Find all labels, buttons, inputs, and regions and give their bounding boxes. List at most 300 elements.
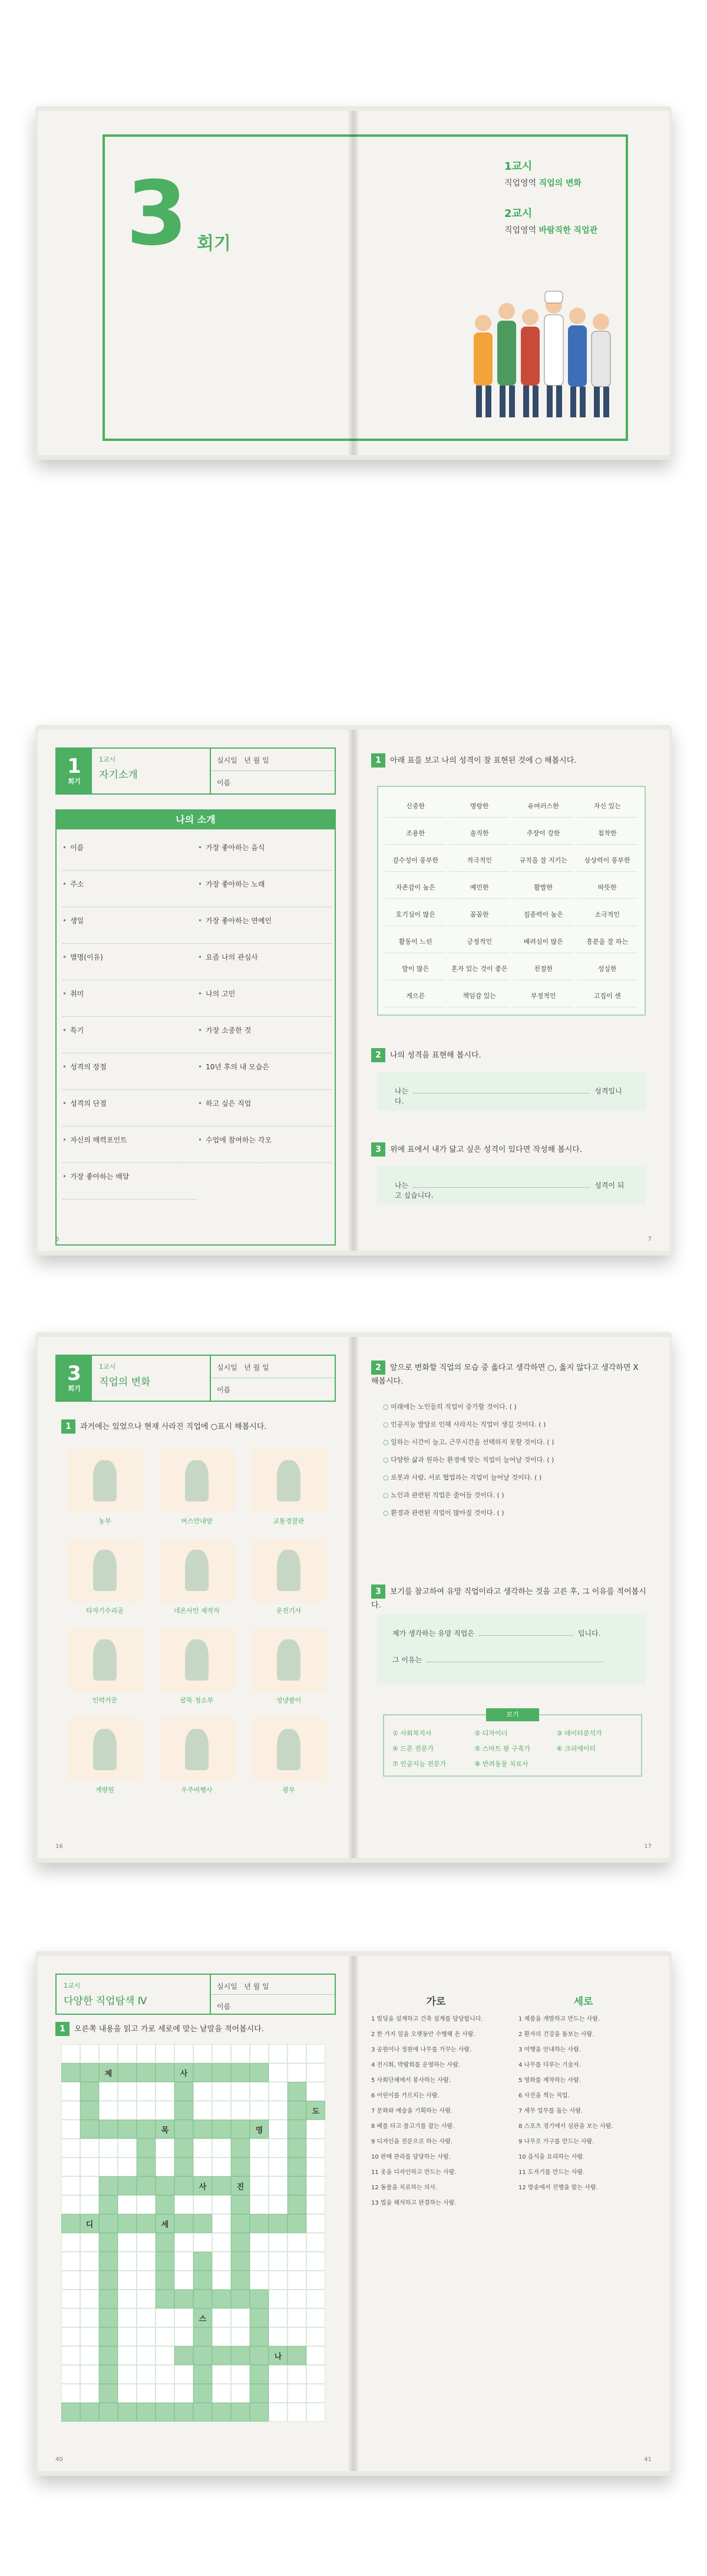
crossword-cell[interactable] [137, 2365, 156, 2384]
crossword-cell[interactable] [99, 2101, 118, 2120]
crossword-cell[interactable] [61, 2290, 80, 2308]
personality-word[interactable]: 활동이 느린 [385, 930, 446, 953]
crossword-cell[interactable] [99, 2327, 118, 2346]
personality-word[interactable]: 소극적인 [577, 902, 638, 926]
crossword-cell[interactable] [99, 2044, 118, 2063]
crossword-grid[interactable] [61, 2044, 325, 2422]
crossword-cell[interactable] [250, 2233, 269, 2252]
crossword-cell[interactable]: 디 [80, 2214, 99, 2233]
crossword-cell[interactable] [193, 2157, 212, 2176]
crossword-cell[interactable] [118, 2233, 137, 2252]
crossword-cell[interactable] [80, 2082, 99, 2101]
crossword-cell[interactable] [288, 2120, 306, 2139]
crossword-cell[interactable] [193, 2403, 212, 2422]
crossword-cell[interactable] [118, 2044, 137, 2063]
crossword-cell[interactable] [137, 2271, 156, 2290]
job-card[interactable] [251, 1449, 326, 1526]
crossword-cell[interactable] [269, 2195, 288, 2214]
crossword-cell[interactable]: 스 [193, 2308, 212, 2327]
crossword-cell[interactable] [231, 2346, 250, 2365]
crossword-cell[interactable] [250, 2044, 269, 2063]
job-card[interactable] [67, 1449, 143, 1526]
crossword-cell[interactable] [306, 2252, 325, 2271]
crossword-cell[interactable] [250, 2365, 269, 2384]
personality-word[interactable]: 집중력이 높은 [513, 902, 574, 926]
crossword-cell[interactable] [118, 2365, 137, 2384]
crossword-cell[interactable] [156, 2327, 174, 2346]
crossword-cell[interactable] [193, 2384, 212, 2403]
crossword-cell[interactable] [231, 2139, 250, 2157]
crossword-cell[interactable] [118, 2120, 137, 2139]
crossword-cell[interactable] [306, 2044, 325, 2063]
crossword-cell[interactable] [212, 2120, 231, 2139]
crossword-cell[interactable] [99, 2120, 118, 2139]
crossword-cell[interactable] [231, 2101, 250, 2120]
crossword-cell[interactable] [269, 2384, 288, 2403]
crossword-cell[interactable] [99, 2290, 118, 2308]
intro-field[interactable]: • 가장 좋아하는 노래 [198, 871, 332, 907]
crossword-cell[interactable] [174, 2384, 193, 2403]
personality-word[interactable]: 예민한 [450, 875, 510, 899]
crossword-cell[interactable] [193, 2139, 212, 2157]
crossword-cell[interactable] [118, 2195, 137, 2214]
crossword-cell[interactable] [193, 2346, 212, 2365]
crossword-cell[interactable] [80, 2308, 99, 2327]
crossword-cell[interactable] [193, 2063, 212, 2082]
job-card[interactable] [251, 1539, 326, 1615]
crossword-cell[interactable] [174, 2195, 193, 2214]
crossword-cell[interactable] [137, 2157, 156, 2176]
crossword-cell[interactable] [269, 2403, 288, 2422]
personality-word[interactable]: 적극적인 [450, 848, 510, 872]
crossword-cell[interactable] [306, 2157, 325, 2176]
crossword-cell[interactable] [156, 2233, 174, 2252]
crossword-cell[interactable] [212, 2384, 231, 2403]
crossword-cell[interactable] [137, 2384, 156, 2403]
crossword-cell[interactable] [250, 2157, 269, 2176]
crossword-cell[interactable] [231, 2403, 250, 2422]
crossword-cell[interactable] [231, 2327, 250, 2346]
crossword-cell[interactable] [118, 2157, 137, 2176]
crossword-cell[interactable] [231, 2195, 250, 2214]
crossword-cell[interactable] [80, 2403, 99, 2422]
crossword-cell[interactable] [306, 2290, 325, 2308]
personality-word[interactable]: 자신 있는 [577, 794, 638, 818]
crossword-cell[interactable] [212, 2327, 231, 2346]
crossword-cell[interactable] [306, 2120, 325, 2139]
statement-item[interactable]: ○ 미래에는 노인들의 직업이 증가할 것이다. ( ) [383, 1402, 642, 1419]
crossword-cell[interactable] [156, 2365, 174, 2384]
personality-word[interactable]: 침착한 [577, 821, 638, 845]
crossword-cell[interactable] [118, 2214, 137, 2233]
crossword-cell[interactable] [250, 2082, 269, 2101]
crossword-cell[interactable] [174, 2176, 193, 2195]
crossword-cell[interactable] [118, 2308, 137, 2327]
crossword-cell[interactable] [212, 2403, 231, 2422]
personality-word[interactable]: 감수성이 풍부한 [385, 848, 446, 872]
crossword-cell[interactable] [61, 2101, 80, 2120]
crossword-cell[interactable] [193, 2290, 212, 2308]
intro-field[interactable]: • 취미 [62, 980, 197, 1017]
crossword-cell[interactable] [61, 2139, 80, 2157]
personality-word[interactable]: 호기심이 많은 [385, 902, 446, 926]
crossword-cell[interactable] [118, 2290, 137, 2308]
crossword-cell[interactable] [306, 2214, 325, 2233]
crossword-cell[interactable] [61, 2403, 80, 2422]
crossword-cell[interactable] [306, 2195, 325, 2214]
answer-box-2[interactable] [377, 1072, 646, 1111]
crossword-cell[interactable] [156, 2252, 174, 2271]
job-card[interactable] [67, 1539, 143, 1615]
crossword-cell[interactable] [80, 2157, 99, 2176]
personality-word[interactable]: 고집이 센 [577, 984, 638, 1007]
crossword-cell[interactable] [212, 2139, 231, 2157]
crossword-cell[interactable] [306, 2327, 325, 2346]
crossword-cell[interactable] [306, 2139, 325, 2157]
crossword-cell[interactable] [193, 2252, 212, 2271]
crossword-cell[interactable] [80, 2233, 99, 2252]
crossword-cell[interactable] [250, 2346, 269, 2365]
crossword-cell[interactable] [174, 2403, 193, 2422]
crossword-cell[interactable] [156, 2101, 174, 2120]
crossword-cell[interactable] [288, 2195, 306, 2214]
intro-field[interactable]: • 가장 소중한 것 [198, 1017, 332, 1053]
crossword-cell[interactable] [269, 2327, 288, 2346]
crossword-cell[interactable]: 진 [231, 2176, 250, 2195]
crossword-cell[interactable] [250, 2101, 269, 2120]
crossword-cell[interactable] [99, 2365, 118, 2384]
personality-word[interactable]: 자존감이 높은 [385, 875, 446, 899]
intro-field[interactable]: • 특기 [62, 1017, 197, 1053]
personality-word[interactable]: 따뜻한 [577, 875, 638, 899]
crossword-cell[interactable] [80, 2271, 99, 2290]
crossword-cell[interactable] [118, 2346, 137, 2365]
crossword-cell[interactable] [306, 2233, 325, 2252]
crossword-cell[interactable] [269, 2101, 288, 2120]
crossword-cell[interactable] [80, 2252, 99, 2271]
crossword-cell[interactable] [80, 2176, 99, 2195]
crossword-cell[interactable] [306, 2308, 325, 2327]
crossword-cell[interactable] [193, 2365, 212, 2384]
crossword-cell[interactable] [250, 2327, 269, 2346]
job-card[interactable] [251, 1718, 326, 1794]
personality-word[interactable]: 상상력이 풍부한 [577, 848, 638, 872]
crossword-cell[interactable] [137, 2063, 156, 2082]
crossword-cell[interactable] [99, 2195, 118, 2214]
crossword-cell[interactable] [193, 2044, 212, 2063]
crossword-cell[interactable] [288, 2101, 306, 2120]
crossword-cell[interactable] [288, 2063, 306, 2082]
crossword-cell[interactable] [269, 2176, 288, 2195]
crossword-cell[interactable] [80, 2063, 99, 2082]
crossword-cell[interactable] [269, 2271, 288, 2290]
crossword-cell[interactable] [80, 2120, 99, 2139]
crossword-cell[interactable] [250, 2252, 269, 2271]
statement-item[interactable]: ○ 인공지능 발달로 인해 사라지는 직업이 생길 것이다. ( ) [383, 1419, 642, 1437]
crossword-cell[interactable] [174, 2271, 193, 2290]
personality-word[interactable]: 성실한 [577, 957, 638, 980]
crossword-cell[interactable] [137, 2195, 156, 2214]
crossword-cell[interactable] [137, 2139, 156, 2157]
crossword-cell[interactable] [99, 2252, 118, 2271]
crossword-cell[interactable] [174, 2101, 193, 2120]
crossword-cell[interactable] [118, 2403, 137, 2422]
crossword-cell[interactable] [174, 2044, 193, 2063]
crossword-cell[interactable] [174, 2252, 193, 2271]
crossword-cell[interactable] [156, 2403, 174, 2422]
personality-word[interactable]: 게으른 [385, 984, 446, 1007]
crossword-cell[interactable] [231, 2157, 250, 2176]
intro-field[interactable]: • 하고 싶은 직업 [198, 1090, 332, 1126]
crossword-cell[interactable] [250, 2384, 269, 2403]
crossword-cell[interactable] [137, 2082, 156, 2101]
crossword-cell[interactable] [193, 2082, 212, 2101]
crossword-cell[interactable] [156, 2290, 174, 2308]
crossword-cell[interactable] [288, 2271, 306, 2290]
crossword-cell[interactable] [269, 2252, 288, 2271]
crossword-cell[interactable] [288, 2233, 306, 2252]
crossword-cell[interactable] [174, 2365, 193, 2384]
crossword-cell[interactable] [306, 2082, 325, 2101]
crossword-cell[interactable] [231, 2365, 250, 2384]
crossword-cell[interactable] [61, 2195, 80, 2214]
crossword-cell[interactable] [99, 2214, 118, 2233]
crossword-cell[interactable] [269, 2365, 288, 2384]
personality-word[interactable]: 유머러스한 [513, 794, 574, 818]
date-fields[interactable]: 년 월 일 [244, 756, 269, 765]
crossword-cell[interactable] [118, 2176, 137, 2195]
crossword-cell[interactable] [137, 2252, 156, 2271]
crossword-cell[interactable] [61, 2157, 80, 2176]
crossword-cell[interactable] [231, 2044, 250, 2063]
crossword-cell[interactable] [174, 2214, 193, 2233]
crossword-cell[interactable] [269, 2063, 288, 2082]
crossword-cell[interactable] [212, 2233, 231, 2252]
crossword-cell[interactable] [174, 2157, 193, 2176]
job-card[interactable] [67, 1628, 143, 1705]
crossword-cell[interactable] [174, 2233, 193, 2252]
crossword-cell[interactable] [250, 2271, 269, 2290]
personality-word[interactable]: 혼자 있는 것이 좋은 [450, 957, 510, 980]
crossword-cell[interactable] [61, 2346, 80, 2365]
crossword-cell[interactable] [250, 2290, 269, 2308]
crossword-cell[interactable] [269, 2214, 288, 2233]
intro-field[interactable]: • 수업에 참여하는 각오 [198, 1126, 332, 1163]
intro-field[interactable]: • 가장 좋아하는 배달 [62, 1163, 197, 1200]
statement-item[interactable]: ○ 일하는 시간이 늘고, 근무시간을 선택하지 못할 것이다. ( ) [383, 1437, 642, 1455]
crossword-cell[interactable] [212, 2157, 231, 2176]
crossword-cell[interactable] [99, 2139, 118, 2157]
crossword-cell[interactable] [61, 2120, 80, 2139]
crossword-cell[interactable] [231, 2271, 250, 2290]
crossword-cell[interactable] [137, 2308, 156, 2327]
crossword-cell[interactable] [61, 2365, 80, 2384]
crossword-cell[interactable] [99, 2308, 118, 2327]
crossword-cell[interactable] [118, 2271, 137, 2290]
crossword-cell[interactable] [231, 2214, 250, 2233]
personality-word[interactable]: 긍정적인 [450, 930, 510, 953]
crossword-cell[interactable] [250, 2195, 269, 2214]
crossword-cell[interactable] [61, 2082, 80, 2101]
crossword-cell[interactable] [156, 2044, 174, 2063]
crossword-cell[interactable] [99, 2157, 118, 2176]
crossword-cell[interactable] [288, 2384, 306, 2403]
statement-item[interactable]: ○ 다양한 삶과 원하는 환경에 맞는 직업이 늘어날 것이다. ( ) [383, 1455, 642, 1473]
job-card[interactable] [251, 1628, 326, 1705]
crossword-cell[interactable] [288, 2252, 306, 2271]
crossword-cell[interactable] [61, 2327, 80, 2346]
crossword-cell[interactable] [212, 2252, 231, 2271]
crossword-cell[interactable] [137, 2214, 156, 2233]
crossword-cell[interactable] [288, 2176, 306, 2195]
crossword-cell[interactable] [231, 2233, 250, 2252]
crossword-cell[interactable] [288, 2157, 306, 2176]
crossword-cell[interactable] [212, 2176, 231, 2195]
crossword-cell[interactable] [306, 2176, 325, 2195]
crossword-cell[interactable] [231, 2384, 250, 2403]
statement-item[interactable]: ○ 환경과 관련된 직업이 많아질 것이다. ( ) [383, 1508, 642, 1526]
crossword-cell[interactable] [269, 2290, 288, 2308]
crossword-cell[interactable] [118, 2139, 137, 2157]
crossword-cell[interactable] [288, 2403, 306, 2422]
crossword-cell[interactable] [118, 2082, 137, 2101]
crossword-cell[interactable]: 영 [250, 2120, 269, 2139]
personality-word[interactable]: 말이 많은 [385, 957, 446, 980]
crossword-cell[interactable] [193, 2233, 212, 2252]
crossword-cell[interactable] [288, 2327, 306, 2346]
crossword-cell[interactable] [99, 2176, 118, 2195]
job-card[interactable] [67, 1718, 143, 1794]
crossword-cell[interactable] [306, 2063, 325, 2082]
crossword-cell[interactable] [250, 2403, 269, 2422]
crossword-cell[interactable] [156, 2308, 174, 2327]
crossword-cell[interactable] [250, 2063, 269, 2082]
crossword-cell[interactable] [156, 2271, 174, 2290]
crossword-cell[interactable] [212, 2365, 231, 2384]
crossword-cell[interactable] [80, 2384, 99, 2403]
crossword-cell[interactable] [174, 2346, 193, 2365]
answer-box-3[interactable] [377, 1614, 646, 1685]
personality-word[interactable]: 친절한 [513, 957, 574, 980]
crossword-cell[interactable] [174, 2290, 193, 2308]
crossword-cell[interactable]: 도 [306, 2101, 325, 2120]
crossword-cell[interactable] [231, 2120, 250, 2139]
crossword-cell[interactable] [288, 2346, 306, 2365]
crossword-cell[interactable] [269, 2139, 288, 2157]
intro-field[interactable]: • 생일 [62, 907, 197, 944]
crossword-cell[interactable] [193, 2195, 212, 2214]
personality-word[interactable]: 주장이 강한 [513, 821, 574, 845]
job-card[interactable] [159, 1628, 234, 1705]
crossword-cell[interactable] [174, 2308, 193, 2327]
crossword-cell[interactable] [288, 2214, 306, 2233]
crossword-cell[interactable] [288, 2082, 306, 2101]
crossword-cell[interactable] [156, 2384, 174, 2403]
intro-field[interactable]: • 성격의 단점 [62, 1090, 197, 1126]
crossword-cell[interactable] [269, 2157, 288, 2176]
answer-box-3[interactable] [377, 1166, 646, 1205]
crossword-cell[interactable] [61, 2044, 80, 2063]
crossword-cell[interactable] [212, 2290, 231, 2308]
crossword-cell[interactable] [288, 2044, 306, 2063]
crossword-cell[interactable]: 사 [193, 2176, 212, 2195]
personality-word[interactable]: 조용한 [385, 821, 446, 845]
crossword-cell[interactable] [193, 2271, 212, 2290]
crossword-cell[interactable] [231, 2082, 250, 2101]
crossword-cell[interactable] [288, 2365, 306, 2384]
crossword-cell[interactable] [118, 2384, 137, 2403]
crossword-cell[interactable] [137, 2290, 156, 2308]
crossword-cell[interactable] [61, 2308, 80, 2327]
crossword-cell[interactable] [269, 2120, 288, 2139]
crossword-cell[interactable] [288, 2139, 306, 2157]
crossword-cell[interactable] [61, 2271, 80, 2290]
crossword-cell[interactable] [306, 2365, 325, 2384]
personality-word[interactable]: 솔직한 [450, 821, 510, 845]
crossword-cell[interactable] [61, 2384, 80, 2403]
crossword-cell[interactable] [99, 2403, 118, 2422]
crossword-cell[interactable]: 세 [156, 2214, 174, 2233]
crossword-cell[interactable] [269, 2044, 288, 2063]
intro-field[interactable]: • 성격의 장점 [62, 1053, 197, 1090]
personality-word[interactable]: 배려심이 많은 [513, 930, 574, 953]
crossword-cell[interactable] [174, 2327, 193, 2346]
crossword-cell[interactable] [137, 2176, 156, 2195]
crossword-cell[interactable] [306, 2271, 325, 2290]
intro-field[interactable]: • 가장 좋아하는 음식 [198, 834, 332, 871]
crossword-cell[interactable] [137, 2327, 156, 2346]
crossword-cell[interactable] [61, 2063, 80, 2082]
crossword-cell[interactable] [156, 2082, 174, 2101]
personality-word[interactable]: 부정적인 [513, 984, 574, 1007]
crossword-cell[interactable] [80, 2346, 99, 2365]
date-fields[interactable]: 년 월 일 [244, 1363, 269, 1372]
crossword-cell[interactable] [231, 2308, 250, 2327]
statement-item[interactable]: ○ 노인과 관련된 직업은 줄어들 것이다. ( ) [383, 1490, 642, 1508]
personality-word[interactable]: 규칙을 잘 지키는 [513, 848, 574, 872]
crossword-cell[interactable] [61, 2252, 80, 2271]
crossword-cell[interactable] [61, 2176, 80, 2195]
crossword-cell[interactable] [156, 2063, 174, 2082]
crossword-cell[interactable] [193, 2214, 212, 2233]
intro-field[interactable]: • 나의 고민 [198, 980, 332, 1017]
intro-field[interactable]: • 자신의 매력포인트 [62, 1126, 197, 1163]
crossword-cell[interactable] [250, 2139, 269, 2157]
crossword-cell[interactable] [212, 2214, 231, 2233]
crossword-cell[interactable] [174, 2120, 193, 2139]
crossword-cell[interactable] [212, 2346, 231, 2365]
personality-word[interactable]: 신중한 [385, 794, 446, 818]
crossword-cell[interactable] [269, 2308, 288, 2327]
crossword-cell[interactable] [193, 2327, 212, 2346]
crossword-cell[interactable] [231, 2063, 250, 2082]
crossword-cell[interactable] [250, 2308, 269, 2327]
crossword-cell[interactable] [137, 2120, 156, 2139]
crossword-cell[interactable] [174, 2082, 193, 2101]
crossword-cell[interactable] [80, 2365, 99, 2384]
crossword-cell[interactable] [193, 2120, 212, 2139]
personality-word[interactable]: 책임감 있는 [450, 984, 510, 1007]
crossword-cell[interactable] [80, 2139, 99, 2157]
crossword-cell[interactable] [288, 2290, 306, 2308]
crossword-cell[interactable] [231, 2252, 250, 2271]
personality-word[interactable]: 활발한 [513, 875, 574, 899]
statement-item[interactable]: ○ 로봇과 사람, 서로 협업하는 직업이 늘어날 것이다. ( ) [383, 1473, 642, 1490]
crossword-cell[interactable] [99, 2233, 118, 2252]
date-fields[interactable]: 년 월 일 [244, 1982, 269, 1991]
intro-field[interactable]: • 이름 [62, 834, 197, 871]
crossword-cell[interactable] [99, 2384, 118, 2403]
